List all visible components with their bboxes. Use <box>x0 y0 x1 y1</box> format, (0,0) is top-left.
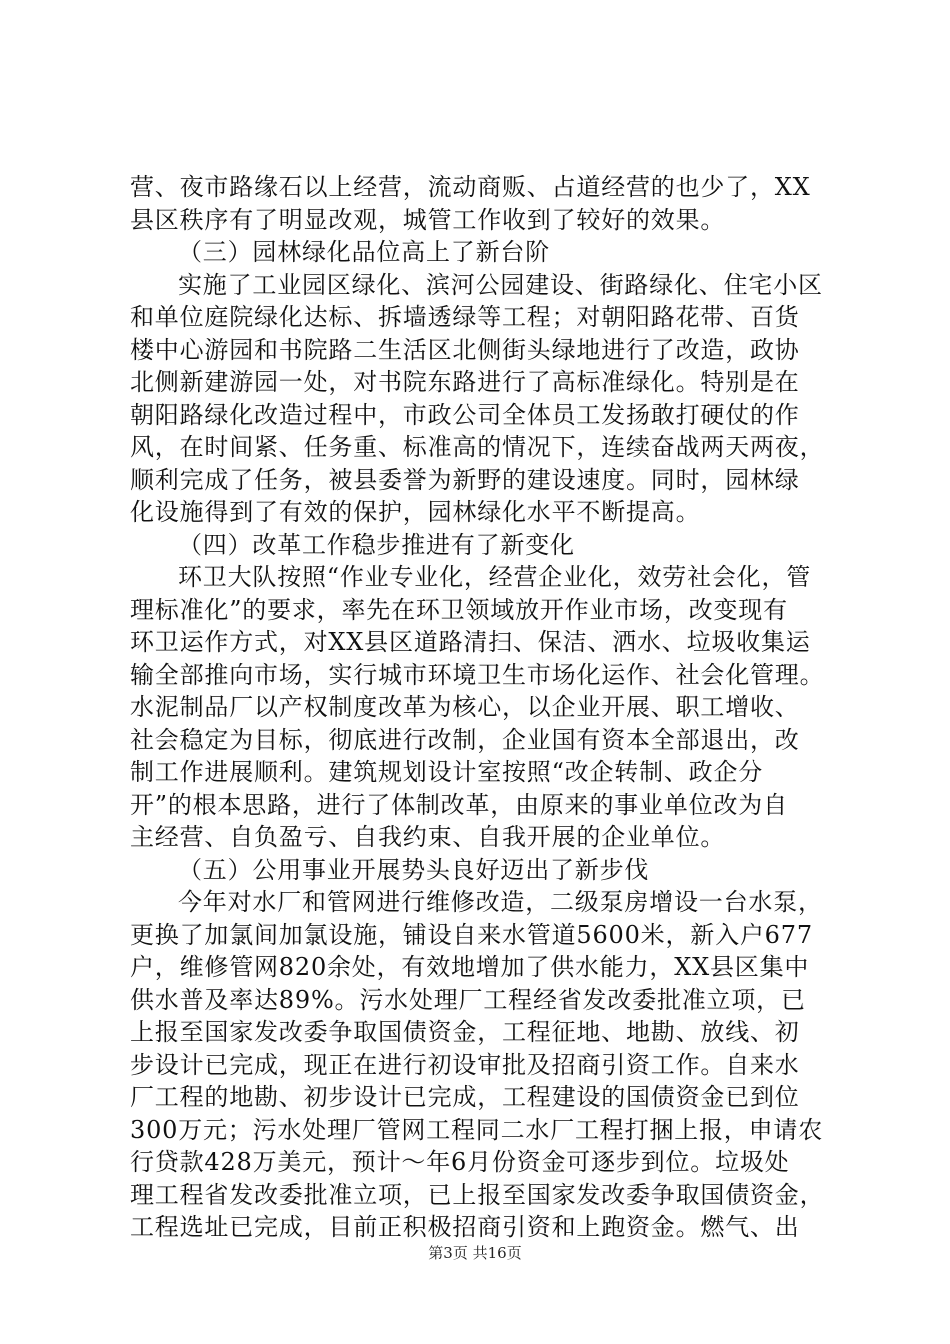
text-line: 厂工程的地勘、初步设计已完成，工程建设的国债资金已到位 <box>130 1083 800 1111</box>
text-line: 风，在时间紧、任务重、标准高的情况下，连续奋战两天两夜， <box>130 433 825 461</box>
text-line: 制工作进展顺利。建筑规划设计室按照“改企转制、政企分 <box>130 758 764 786</box>
text-line: 北侧新建游园一处，对书院东路进行了高标准绿化。特别是在 <box>130 368 800 396</box>
text-line: 输全部推向市场，实行城市环境卫生市场化运作、社会化管理。 <box>130 661 825 689</box>
text-line: 供水普及率达89%。污水处理厂工程经省发改委批准立项，已 <box>130 986 806 1014</box>
text-line: 开”的根本思路，进行了体制改革，由原来的事业单位改为自 <box>130 791 788 819</box>
section-heading-3: （三）园林绿化品位高上了新台阶 <box>178 238 550 266</box>
text-line: 上报至国家发改委争取国债资金，工程征地、地勘、放线、初 <box>130 1018 800 1046</box>
text-line: 理标准化”的要求，率先在环卫领域放开作业市场，改变现有 <box>130 596 788 624</box>
text-line: 更换了加氯间加氯设施，铺设自来水管道5600米，新入户677 <box>130 921 813 949</box>
paragraph-start: 实施了工业园区绿化、滨河公园建设、街路绿化、住宅小区 <box>178 271 823 299</box>
text-line: 楼中心游园和书院路二生活区北侧街头绿地进行了改造，政协 <box>130 336 800 364</box>
page-footer: 第3页 共16页 <box>428 1244 522 1262</box>
text-line: 理工程省发改委批准立项，已上报至国家发改委争取国债资金， <box>130 1181 825 1209</box>
text-line: 工程选址已完成，目前正积极招商引资和上跑资金。燃气、出 <box>130 1213 800 1241</box>
paragraph-start: 今年对水厂和管网进行维修改造，二级泵房增设一台水泵， <box>178 888 823 916</box>
text-line: 化设施得到了有效的保护，园林绿化水平不断提高。 <box>130 498 701 526</box>
text-line: 社会稳定为目标，彻底进行改制，企业国有资本全部退出，改 <box>130 726 800 754</box>
text-line: 营、夜市路缘石以上经营，流动商贩、占道经营的也少了，XX <box>130 173 811 201</box>
text-line: 县区秩序有了明显改观，城管工作收到了较好的效果。 <box>130 206 726 234</box>
text-line: 行贷款428万美元，预计～年6月份资金可逐步到位。垃圾处 <box>130 1148 790 1176</box>
text-line: 环卫运作方式，对XX县区道路清扫、保洁、洒水、垃圾收集运 <box>130 628 811 656</box>
text-line: 朝阳路绿化改造过程中，市政公司全体员工发扬敢打硬仗的作 <box>130 401 800 429</box>
paragraph-start: 环卫大队按照“作业专业化，经营企业化，效劳社会化，管 <box>178 563 812 591</box>
section-heading-5: （五）公用事业开展势头良好迈出了新步伐 <box>178 856 650 884</box>
text-line: 户，维修管网820余处，有效地增加了供水能力，XX县区集中 <box>130 953 810 981</box>
text-line: 300万元；污水处理厂管网工程同二水厂工程打捆上报，申请农 <box>130 1116 824 1144</box>
text-line: 水泥制品厂以产权制度改革为核心，以企业开展、职工增收、 <box>130 693 800 721</box>
text-line: 步设计已完成，现正在进行初设审批及招商引资工作。自来水 <box>130 1051 800 1079</box>
section-heading-4: （四）改革工作稳步推进有了新变化 <box>178 531 575 559</box>
text-line: 主经营、自负盈亏、自我约束、自我开展的企业单位。 <box>130 823 726 851</box>
text-line: 和单位庭院绿化达标、拆墙透绿等工程；对朝阳路花带、百货 <box>130 303 800 331</box>
text-line: 顺利完成了任务，被县委誉为新野的建设速度。同时，园林绿 <box>130 466 800 494</box>
